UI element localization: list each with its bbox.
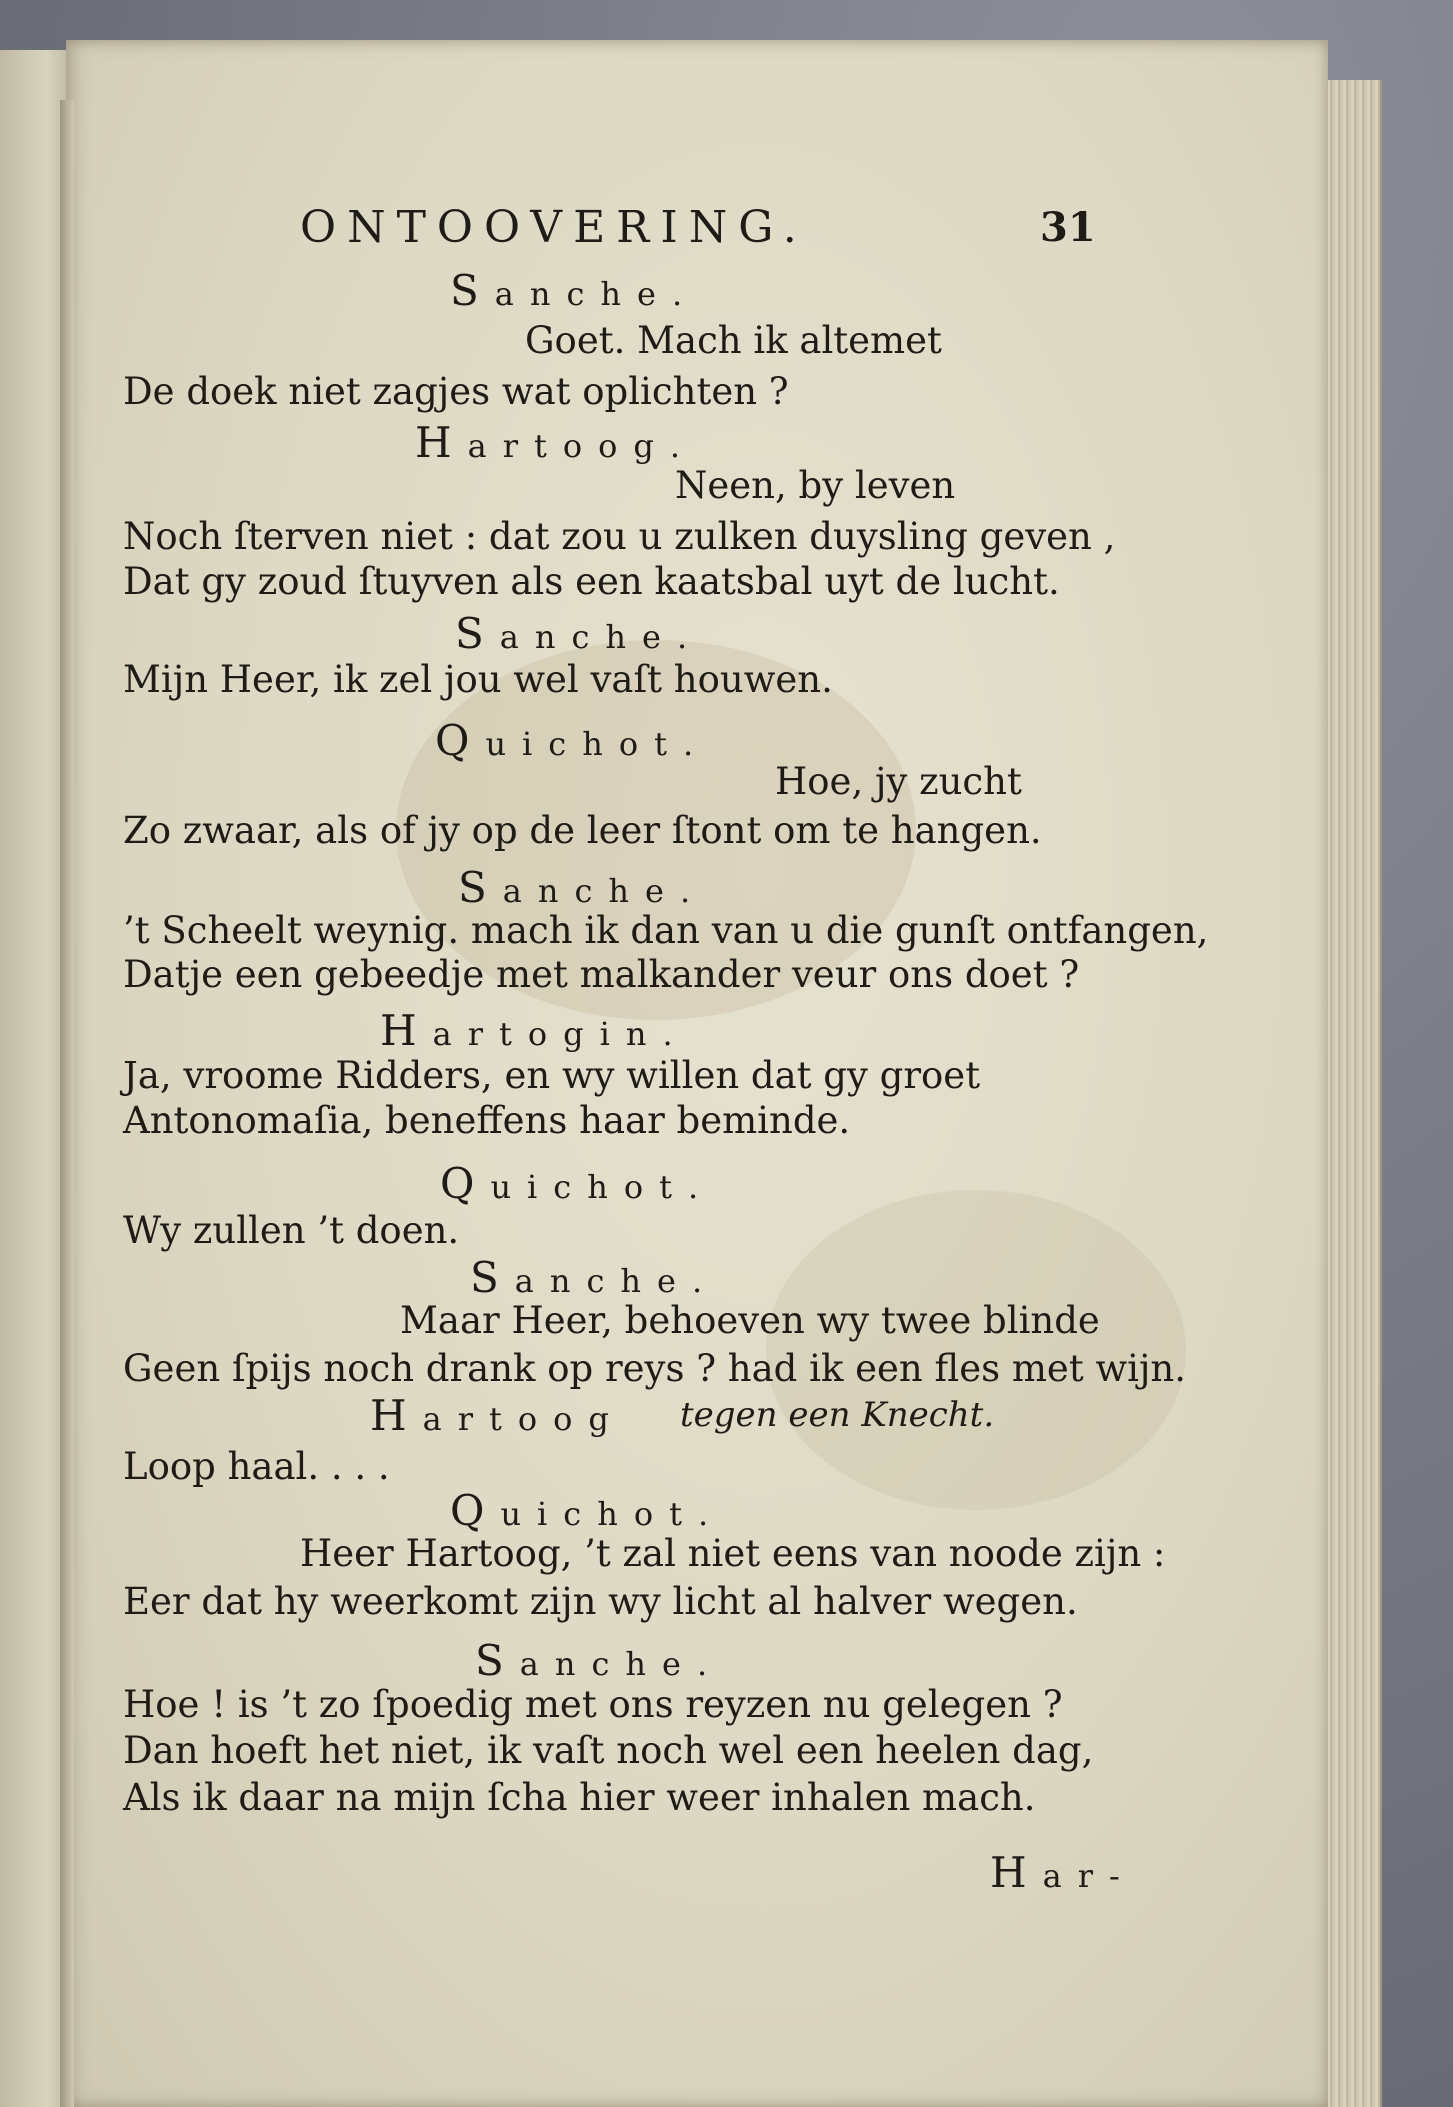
verse-line: Heer Hartoog, ’t zal niet eens van noode zijn : [300,1532,1166,1575]
speaker-heading: Quichot. [450,1486,725,1535]
speaker-heading: Hartoog [370,1391,625,1440]
speaker-heading: Sanche. [450,266,699,315]
verse-line: Hoe ! is ’t zo ſpoedig met ons reyzen nu gelegen ? [123,1683,1063,1726]
verse-line: Zo zwaar, als of jy op de leer ſtont om te hangen. [123,809,1042,852]
verse-line: Wy zullen ’t doen. [123,1209,460,1252]
verse-line: Dan hoeft het niet, ik vaſt noch wel een heelen dag, [123,1729,1094,1772]
verse-line: Eer dat hy weerkomt zijn wy licht al halver wegen. [123,1580,1078,1623]
running-title: ONTOOVERING. [300,202,808,253]
speaker-heading: Sanche. [455,609,704,658]
verse-line: Antonomaſia, beneffens haar beminde. [123,1099,851,1142]
speaker-heading: Hartoog. [415,418,697,467]
speaker-heading: Sanche. [458,863,707,912]
speaker-heading: Hartogin. [380,1006,689,1055]
stage-direction: tegen een Knecht. [680,1395,995,1435]
verse-line: Goet. Mach ik altemet [525,319,942,362]
verse-line: Maar Heer, behoeven wy twee blinde [400,1299,1100,1342]
verse-line: Noch ſterven niet : dat zou u zulken duysling geven , [123,515,1116,558]
verse-line: De doek niet zagjes wat oplichten ? [123,370,789,413]
verse-line: Geen ſpijs noch drank op reys ? had ik een fles met wijn. [123,1347,1187,1390]
verse-line: ’t Scheelt weynig. mach ik dan van u die gunſt ontfangen, [123,909,1209,952]
book-gutter [60,100,74,2107]
verse-line: Als ik daar na mijn ſcha hier weer inhalen mach. [123,1776,1036,1819]
verse-line: Ja, vroome Ridders, en wy willen dat gy groet [123,1054,981,1097]
page-number: 31 [1040,204,1096,251]
verse-line: Loop haal. . . . [123,1445,390,1488]
verse-line: Datje een gebeedje met malkander veur ons doet ? [123,953,1080,996]
speaker-heading: Quichot. [440,1159,715,1208]
speaker-heading: Sanche. [470,1253,719,1302]
verse-line: Dat gy zoud ſtuyven als een kaatsbal uyt de lucht. [123,560,1060,603]
speaker-heading: Sanche. [475,1636,724,1685]
verse-line: Neen, by leven [675,464,956,507]
speaker-heading: Quichot. [435,716,710,765]
verse-line: Hoe, jy zucht [775,760,1022,803]
catchword: Har- [990,1848,1136,1897]
verse-line: Mijn Heer, ik zel jou wel vaſt houwen. [123,658,833,701]
